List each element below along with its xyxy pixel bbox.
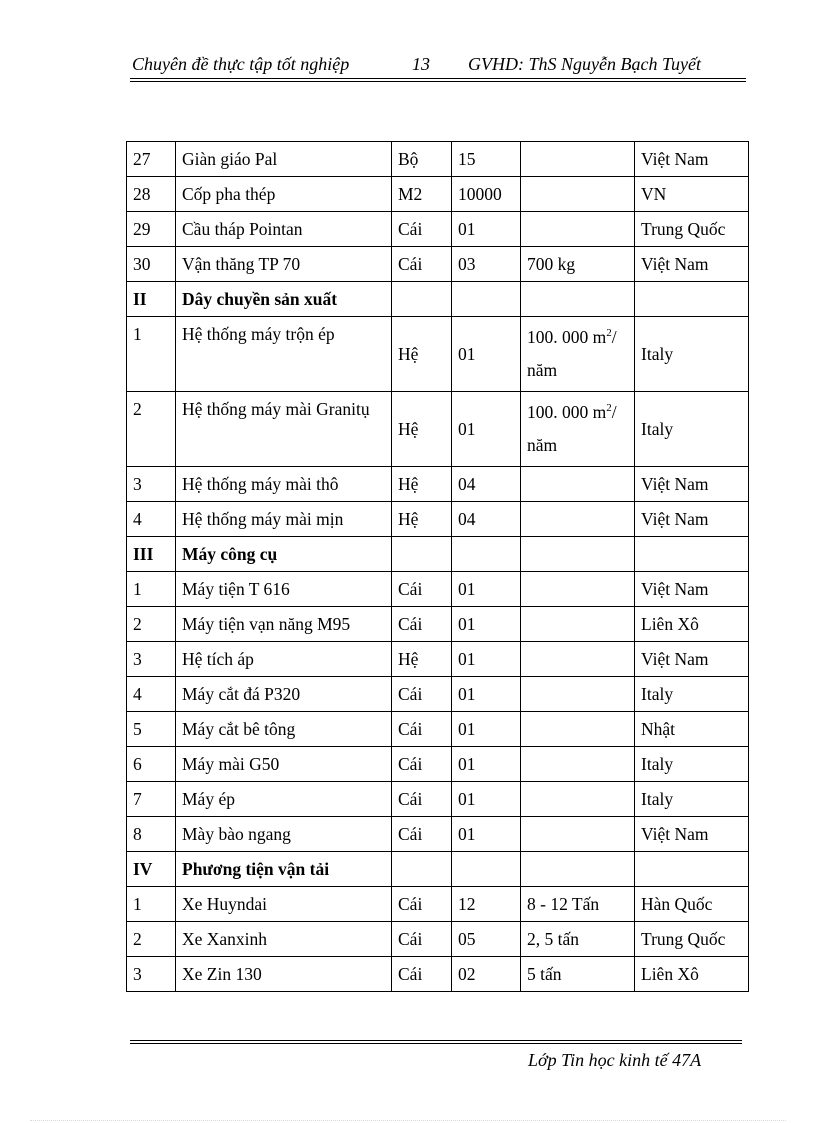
cell-origin — [635, 852, 749, 887]
table-row — [127, 677, 749, 712]
cell-qty: 12 — [452, 887, 521, 922]
cell-qty — [452, 282, 521, 317]
cell-name: Hệ thống máy mài thô — [176, 467, 392, 502]
cell-name: Xe Huyndai — [176, 887, 392, 922]
cell-qty: 01 — [452, 747, 521, 782]
cell-spec — [521, 747, 635, 782]
cell-qty: 01 — [452, 607, 521, 642]
cell-unit: Cái — [392, 957, 452, 992]
cell-qty: 01 — [452, 677, 521, 712]
cell-qty: 05 — [452, 922, 521, 957]
cell-spec — [521, 852, 635, 887]
cell-no: 2 — [127, 392, 176, 467]
section-title: Máy công cụ — [176, 537, 392, 572]
cell-origin: Hàn Quốc — [635, 887, 749, 922]
table-row — [127, 502, 749, 537]
cell-unit — [392, 852, 452, 887]
cell-origin — [635, 282, 749, 317]
cell-name: Máy mài G50 — [176, 747, 392, 782]
cell-name: Cốp pha thép — [176, 177, 392, 212]
section-title: Dây chuyền sản xuất — [176, 282, 392, 317]
cell-origin: Nhật — [635, 712, 749, 747]
cell-unit: Cái — [392, 572, 452, 607]
cell-qty: 01 — [452, 817, 521, 852]
cell-spec — [521, 177, 635, 212]
table-row — [127, 317, 749, 392]
header-rule — [130, 78, 746, 82]
cell-qty: 01 — [452, 572, 521, 607]
cell-qty: 01 — [452, 212, 521, 247]
cell-qty: 01 — [452, 317, 521, 392]
cell-qty: 01 — [452, 392, 521, 467]
cell-name: Máy tiện T 616 — [176, 572, 392, 607]
spec-value: 100. 000 m — [527, 402, 607, 422]
cell-spec: 5 tấn — [521, 957, 635, 992]
cell-origin: Italy — [635, 677, 749, 712]
cell-unit: Bộ — [392, 142, 452, 177]
cell-qty — [452, 852, 521, 887]
header-advisor: GVHD: ThS Nguyễn Bạch Tuyết — [468, 54, 701, 74]
cell-no: 28 — [127, 177, 176, 212]
cell-qty: 10000 — [452, 177, 521, 212]
cell-unit: Hệ — [392, 467, 452, 502]
spec-value: 100. 000 m — [527, 327, 607, 347]
cell-qty: 15 — [452, 142, 521, 177]
cell-origin: Italy — [635, 747, 749, 782]
equipment-table — [126, 141, 749, 992]
cell-spec — [521, 712, 635, 747]
cell-unit: Hệ — [392, 317, 452, 392]
cell-spec: 700 kg — [521, 247, 635, 282]
table-row — [127, 142, 749, 177]
table-row — [127, 887, 749, 922]
table-row — [127, 467, 749, 502]
cell-origin — [635, 537, 749, 572]
cell-no: 1 — [127, 572, 176, 607]
cell-name: Máy tiện vạn năng M95 — [176, 607, 392, 642]
page-bottom-divider — [30, 1120, 786, 1121]
cell-unit: Cái — [392, 817, 452, 852]
equipment-table-body — [127, 142, 749, 992]
footer-class: Lớp Tin học kinh tế 47A — [528, 1050, 702, 1070]
table-row — [127, 712, 749, 747]
cell-origin: Italy — [635, 782, 749, 817]
cell-unit: Cái — [392, 677, 452, 712]
footer-rule — [130, 1040, 742, 1044]
cell-name: Mày bào ngang — [176, 817, 392, 852]
cell-unit: Cái — [392, 607, 452, 642]
cell-no: 3 — [127, 957, 176, 992]
cell-no: 2 — [127, 607, 176, 642]
cell-spec — [521, 677, 635, 712]
cell-spec — [521, 607, 635, 642]
table-row — [127, 747, 749, 782]
table-section-row — [127, 537, 749, 572]
cell-qty: 01 — [452, 782, 521, 817]
cell-unit: Cái — [392, 712, 452, 747]
cell-origin: Việt Nam — [635, 502, 749, 537]
cell-origin: Việt Nam — [635, 467, 749, 502]
cell-no: 7 — [127, 782, 176, 817]
cell-no: 5 — [127, 712, 176, 747]
cell-spec — [521, 817, 635, 852]
spec-unit: / năm — [527, 402, 617, 455]
cell-qty: 02 — [452, 957, 521, 992]
cell-unit: M2 — [392, 177, 452, 212]
cell-no: 4 — [127, 502, 176, 537]
cell-qty: 03 — [452, 247, 521, 282]
cell-name: Hệ thống máy mài mịn — [176, 502, 392, 537]
cell-origin: Liên Xô — [635, 607, 749, 642]
cell-origin: Việt Nam — [635, 247, 749, 282]
cell-qty — [452, 537, 521, 572]
cell-name: Vận thăng TP 70 — [176, 247, 392, 282]
cell-spec — [521, 537, 635, 572]
cell-origin: Liên Xô — [635, 957, 749, 992]
table-row — [127, 922, 749, 957]
cell-name: Xe Xanxinh — [176, 922, 392, 957]
table-row — [127, 607, 749, 642]
header-title: Chuyên đề thực tập tốt nghiệp — [132, 54, 350, 74]
cell-qty: 04 — [452, 502, 521, 537]
page-header — [130, 50, 746, 80]
table-row — [127, 177, 749, 212]
cell-no: 8 — [127, 817, 176, 852]
page-number: 13 — [412, 54, 430, 74]
cell-unit: Cái — [392, 247, 452, 282]
cell-spec — [521, 142, 635, 177]
cell-no: 30 — [127, 247, 176, 282]
cell-name: Xe Zin 130 — [176, 957, 392, 992]
section-number: IV — [127, 852, 176, 887]
cell-spec — [521, 502, 635, 537]
table-row — [127, 392, 749, 467]
cell-unit: Hệ — [392, 642, 452, 677]
section-number: III — [127, 537, 176, 572]
cell-name: Cầu tháp Pointan — [176, 212, 392, 247]
cell-unit: Hệ — [392, 392, 452, 467]
cell-unit: Cái — [392, 887, 452, 922]
table-row — [127, 817, 749, 852]
table-section-row — [127, 282, 749, 317]
cell-name: Máy cắt bê tông — [176, 712, 392, 747]
cell-spec — [521, 282, 635, 317]
cell-unit: Cái — [392, 782, 452, 817]
table-row — [127, 247, 749, 282]
cell-unit: Hệ — [392, 502, 452, 537]
cell-unit — [392, 537, 452, 572]
cell-no: 1 — [127, 317, 176, 392]
cell-spec — [521, 642, 635, 677]
cell-spec — [521, 782, 635, 817]
cell-origin: Việt Nam — [635, 642, 749, 677]
section-number: II — [127, 282, 176, 317]
cell-name: Giàn giáo Pal — [176, 142, 392, 177]
cell-unit: Cái — [392, 922, 452, 957]
table-row — [127, 642, 749, 677]
spec-exponent: 2 — [606, 402, 612, 415]
cell-origin: VN — [635, 177, 749, 212]
table-row — [127, 572, 749, 607]
cell-no: 4 — [127, 677, 176, 712]
cell-spec: 2, 5 tấn — [521, 922, 635, 957]
cell-no: 3 — [127, 642, 176, 677]
cell-unit: Cái — [392, 747, 452, 782]
cell-origin: Trung Quốc — [635, 922, 749, 957]
cell-no: 1 — [127, 887, 176, 922]
cell-spec — [521, 317, 635, 392]
cell-name: Hệ thống máy trộn ép — [176, 317, 392, 392]
table-row — [127, 212, 749, 247]
cell-origin: Italy — [635, 392, 749, 467]
spec-exponent: 2 — [606, 327, 612, 340]
cell-no: 3 — [127, 467, 176, 502]
cell-qty: 01 — [452, 712, 521, 747]
section-title: Phương tiện vận tải — [176, 852, 392, 887]
cell-qty: 01 — [452, 642, 521, 677]
cell-no: 27 — [127, 142, 176, 177]
table-row — [127, 957, 749, 992]
cell-name: Hệ tích áp — [176, 642, 392, 677]
cell-spec — [521, 467, 635, 502]
cell-unit: Cái — [392, 212, 452, 247]
spec-unit: / năm — [527, 327, 617, 380]
cell-unit — [392, 282, 452, 317]
table-section-row — [127, 852, 749, 887]
cell-no: 6 — [127, 747, 176, 782]
cell-spec — [521, 392, 635, 467]
cell-spec: 8 - 12 Tấn — [521, 887, 635, 922]
cell-name: Hệ thống máy mài Granitụ — [176, 392, 392, 467]
cell-name: Máy ép — [176, 782, 392, 817]
cell-name: Máy cắt đá P320 — [176, 677, 392, 712]
cell-origin: Việt Nam — [635, 142, 749, 177]
cell-origin: Việt Nam — [635, 817, 749, 852]
table-row — [127, 782, 749, 817]
cell-origin: Việt Nam — [635, 572, 749, 607]
cell-spec — [521, 572, 635, 607]
cell-spec — [521, 212, 635, 247]
cell-origin: Italy — [635, 317, 749, 392]
cell-no: 2 — [127, 922, 176, 957]
cell-qty: 04 — [452, 467, 521, 502]
cell-origin: Trung Quốc — [635, 212, 749, 247]
cell-no: 29 — [127, 212, 176, 247]
